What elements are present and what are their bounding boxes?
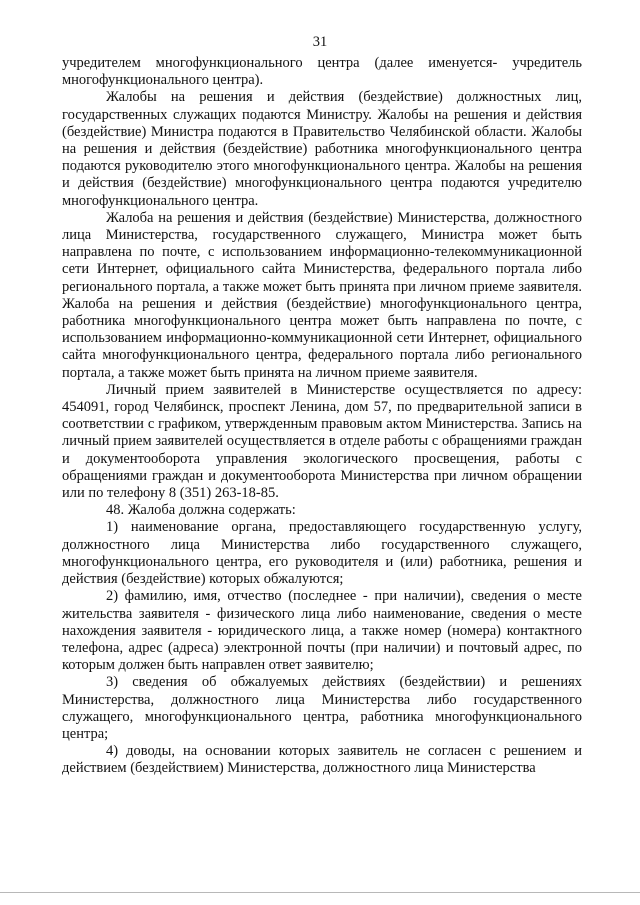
paragraph-item-48-heading: 48. Жалоба должна содержать: bbox=[106, 502, 296, 519]
list-item-1: 1) наименование органа, предоставляющего государственную услугу, должностного лица Министерства либо государственного служащего, многофункционального центра, его руководителя и (или) работника, решения и действия (бездействие) которых обжалуются; bbox=[62, 519, 582, 588]
document-body bbox=[62, 55, 582, 778]
list-item-4: 4) доводы, на основании которых заявитель не согласен с решением и действием (бездействием) Министерства, должностного лица Министерства bbox=[62, 743, 582, 777]
paragraph-complaint-channels: Жалоба на решения и действия (бездействие) Министерства, должностного лица Министерства, государственного служащего, Министра может быть направлена по почте, с использованием информационно-телекоммуникационной сети Интернет, официального сайта Министерства, федерального портала либо регионального портала, а также может быть принята при личном приеме заявителя. Жалоба на решения и действия (бездействие) многофункционального центра, работника многофункционального центра может быть направлена по почте, с использованием информационно-коммуникационной сети Интернет, официального сайта многофункционального центра, федерального портала либо регионального портала, а также может быть принята на личном приеме заявителя. bbox=[62, 209, 582, 381]
paragraph-complaint-recipients: Жалобы на решения и действия (бездействие) должностных лиц, государственных служащих подаются Министру. Жалобы на решения и действия (бездействие) Министра подаются в Правительство Челябинской области. Жалобы на решения и действия (бездействие) работника многофункционального центра подаются руководителю этого многофункционального центра. Жалобы на решения и действия (бездействие) многофункционального центра подаются учредителю многофункционального центра. bbox=[62, 89, 582, 209]
paragraph-founder-continuation: учредителем многофункционального центра (далее именуется- учредитель многофункционального центра). bbox=[62, 55, 582, 89]
list-item-3: 3) сведения об обжалуемых действиях (бездействии) и решениях Министерства, должностного лица Министерства либо государственного служащего, многофункционального центра, работника многофункционального центра; bbox=[62, 674, 582, 742]
page-bottom-edge bbox=[0, 892, 640, 893]
paragraph-personal-reception: Личный прием заявителей в Министерстве осуществляется по адресу: 454091, город Челябинск, проспект Ленина, дом 57, по предварительной записи в соответствии с графиком, утвержденным правовым актом Министерства. Запись на личный прием заявителей осуществляется в отделе работы с обращениями граждан и документооборота управления экологического просвещения, работы с обращениями граждан и документооборота Министерства при личном обращении или по телефону 8 (351) 263-18-85. bbox=[62, 381, 582, 502]
page-number: 31 bbox=[312, 34, 328, 50]
list-item-2: 2) фамилию, имя, отчество (последнее - при наличии), сведения о месте жительства заявителя - физического лица либо наименование, сведения о месте нахождения заявителя - юридического лица, а также номер (номера) контактного телефона, адрес (адреса) электронной почты (при наличии) и почтовый адрес, по которым должен быть направлен ответ заявителю; bbox=[62, 588, 582, 674]
